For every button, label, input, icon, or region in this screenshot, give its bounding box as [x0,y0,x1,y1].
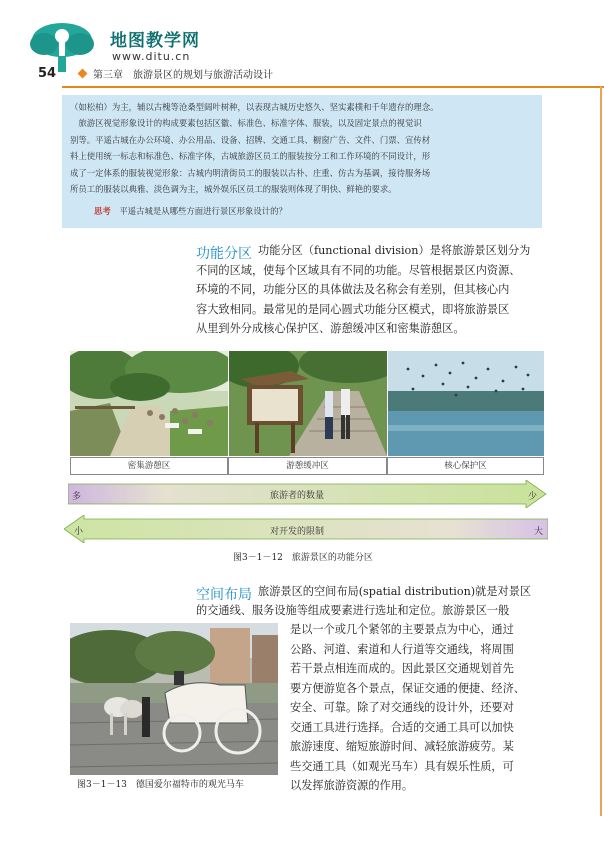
zone-label-buffer: 游憩缓冲区 [228,457,387,475]
arrow1-left-label: 多 [72,492,82,502]
box-line: 别等。平遥古城在办公环境、办公用品、设备、招牌、交通工具、橱窗广告、文件、门票、宣传材 [70,135,431,145]
site-name: 地图教学网 [110,31,200,51]
paragraph-line: 的交通线、服务设施等组成要素进行选址和定位。旅游景区一般 [196,604,510,617]
arrow2-left-label: 小 [74,527,84,537]
zone-label-dense: 密集游憩区 [70,457,228,475]
paragraph-line: 旅游景区的空间布局(spatial distribution)就是对景区 [258,585,532,598]
paragraph-line: 旅游速度、缩短旅游时间、减轻旅游疲劳。某 [290,740,514,753]
box-line: 旅游区视觉形象设计的构成要素包括区徽、标准色、标准字体、服装，以及固定景点的视觉识 [70,118,422,128]
photo-core-protection-zone [388,351,544,456]
paragraph-line: 要方便游览各个景点，保证交通的便捷、经济、 [290,682,525,695]
paragraph-line: 以发挥旅游资源的作用。 [290,779,414,792]
paragraph-line: 若干景点相连而成的。因此景区交通规划首先 [290,662,514,675]
arrow1-right-label: 少 [528,492,538,502]
arrow1-center-label: 旅游者的数量 [270,491,325,501]
paragraph-line: 功能分区（functional division）是将旅游景区划分为 [258,244,531,257]
figure-caption: 图3－1－12 旅游景区的功能分区 [233,553,373,563]
zone-label-core: 核心保护区 [387,457,544,475]
think-question: 平遥古城是从哪些方面进行景区形象设计的？ [119,206,287,216]
paragraph-line: 些交通工具（如观光马车）具有娱乐性质，可 [290,760,514,773]
box-line: 成了一定体系的服装视觉形象：古城内明清街员工的服装以古朴、庄重、仿古为基调，接待服务场 [70,168,431,178]
box-line: （如松柏）为主，辅以古槐等沧桑型阔叶树种，以表现古城历史悠久、坚实素樸和千年遗存的理念。 [70,102,439,112]
paragraph-line: 安全、可靠。除了对交通线的设计外，还要对 [290,701,514,714]
arrow2-right-label: 大 [534,527,544,537]
arrow2-center-label: 对开发的限制 [270,527,325,537]
photo-horse-carriage [70,623,278,775]
paragraph-line: 环境的不同，功能分区的具体做法及名称会有差别，但其核心内 [196,283,510,296]
paragraph-line: 不同的区域，使每个区域具有不同的功能。尽管根据景区内资源、 [196,264,521,277]
site-logo-tree-icon [22,20,102,74]
reading-box [62,95,542,228]
page-edge-bar [600,86,602,816]
box-line: 料上使用统一标志和标准色、标准字体，古城旅游区员工的服装按分工和工作环境的不同设计，形 [70,151,431,161]
photo-recreation-buffer-zone [229,351,387,456]
paragraph-line: 从里到外分成核心保护区、游憩缓冲区和密集游憩区。 [196,322,465,335]
page-number: 54 [38,66,57,81]
header-divider [62,86,604,88]
site-url: www.ditu.cn [112,50,191,63]
paragraph-line: 是以一个或几个紧邻的主要景点为中心，通过 [290,623,514,636]
paragraph-line: 公路、河道、索道和人行道等交通线，将周围 [290,643,514,656]
section-title-functional-zoning: 功能分区 [196,246,252,262]
box-line: 所员工的服装以典雅、淡色调为主，城外娱乐区员工的服装则体现了明快、鲜艳的要求。 [70,184,397,194]
think-label: 思考 [94,206,111,216]
figure-caption: 图3－1－13 德国爱尔福特市的观光马车 [77,780,244,790]
chapter-title: 第三章 旅游景区的规划与旅游活动设计 [93,70,273,81]
photo-dense-recreation-zone [70,351,228,456]
paragraph-line: 容大致相同。最常见的是同心圆式功能分区模式，即将旅游景区 [196,303,510,316]
section-title-spatial-layout: 空间布局 [196,587,252,603]
paragraph-line: 交通工具进行选择。合适的交通工具可以加快 [290,721,514,734]
